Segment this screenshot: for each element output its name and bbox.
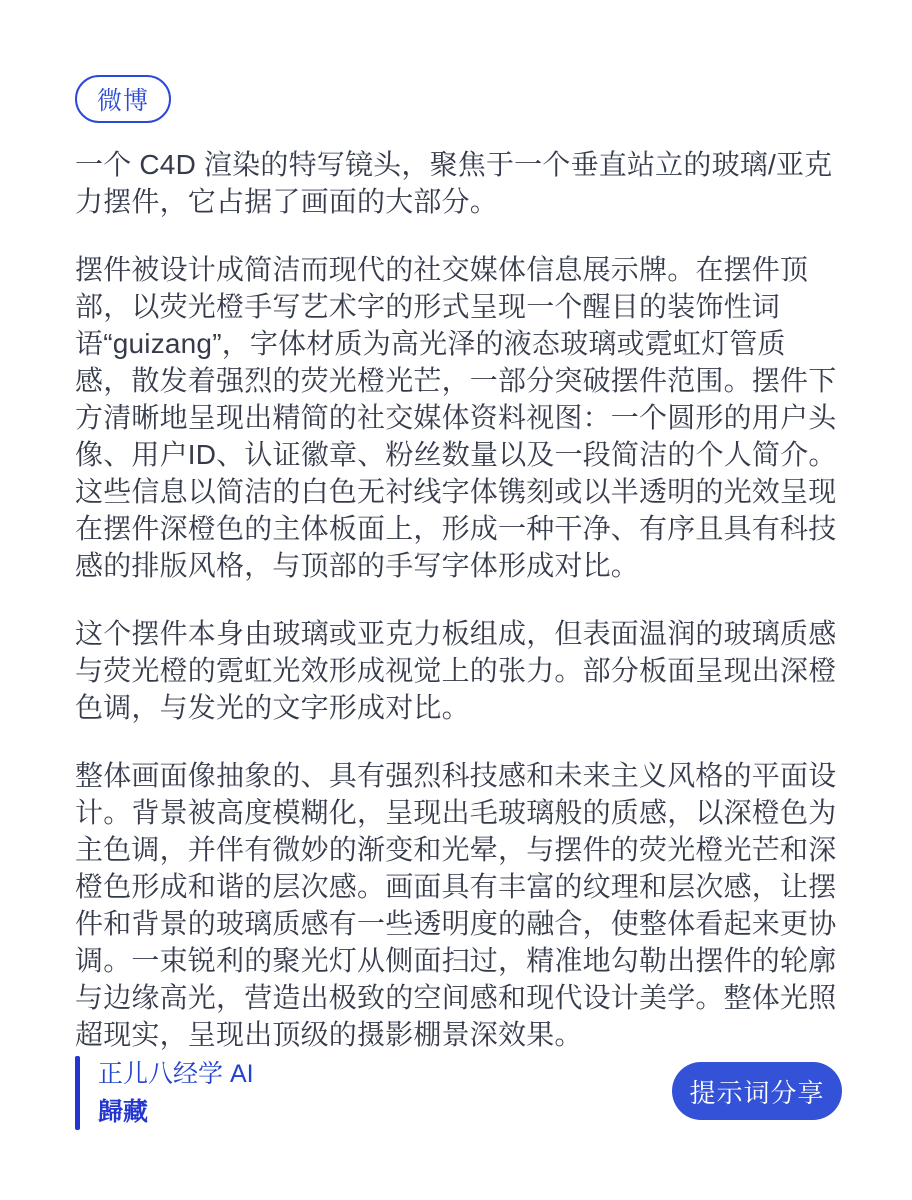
credit-source-name: 正儿八经学 AI [98,1060,254,1088]
prompt-share-button[interactable] [672,1062,842,1120]
source-badge-weibo [75,75,171,123]
prompt-paragraph-1: 一个 C4D 渲染的特写镜头，聚焦于一个垂直站立的玻璃/亚克力摆件，它占据了画面的大部分。 [75,149,833,217]
prompt-text [75,146,841,1053]
prompt-share-button-label: 提示词分享 [689,1077,825,1108]
prompt-paragraph-3: 这个摆件本身由玻璃或亚克力板组成，但表面温润的玻璃质感与荧光橙的霓虹光效形成视觉上的张力。部分板面呈现出深橙色调，与发光的文字形成对比。 [75,618,837,723]
credit-author-name: 歸藏 [98,1098,149,1126]
prompt-paragraph-2: 摆件被设计成简洁而现代的社交媒体信息展示牌。在摆件顶部，以荧光橙手写艺术字的形式呈现一个醒目的装饰性词语“guizang”，字体材质为高光泽的液态玻璃或霓虹灯管质感，散发着强烈的荧光橙光芒，一部分突破摆件范围。摆件下方清晰地呈现出精简的社交媒体资料视图：一个圆形的用户头像、用户ID、认证徽章、粉丝数量以及一段简洁的个人简介。这些信息以简洁的白色无衬线字体镌刻或以半透明的光效呈现在摆件深橙色的主体板面上，形成一种干净、有序且具有科技感的排版风格，与顶部的手写字体形成对比。 [75,254,837,581]
credit-text [98,1056,254,1130]
prompt-paragraph-4: 整体画面像抽象的、具有强烈科技感和未来主义风格的平面设计。背景被高度模糊化，呈现出毛玻璃般的质感，以深橙色为主色调，并伴有微妙的渐变和光晕，与摆件的荧光橙光芒和深橙色形成和谐的层次感。画面具有丰富的纹理和层次感，让摆件和背景的玻璃质感有一些透明度的融合，使整体看起来更协调。一束锐利的聚光灯从侧面扫过，精准地勾勒出摆件的轮廓与边缘高光，营造出极致的空间感和现代设计美学。整体光照超现实，呈现出顶级的摄影棚景深效果。 [75,760,837,1050]
credit-accent-bar [75,1056,80,1130]
source-badge-label: 微博 [97,87,150,115]
author-credit [75,1056,254,1130]
footer [0,1052,912,1132]
